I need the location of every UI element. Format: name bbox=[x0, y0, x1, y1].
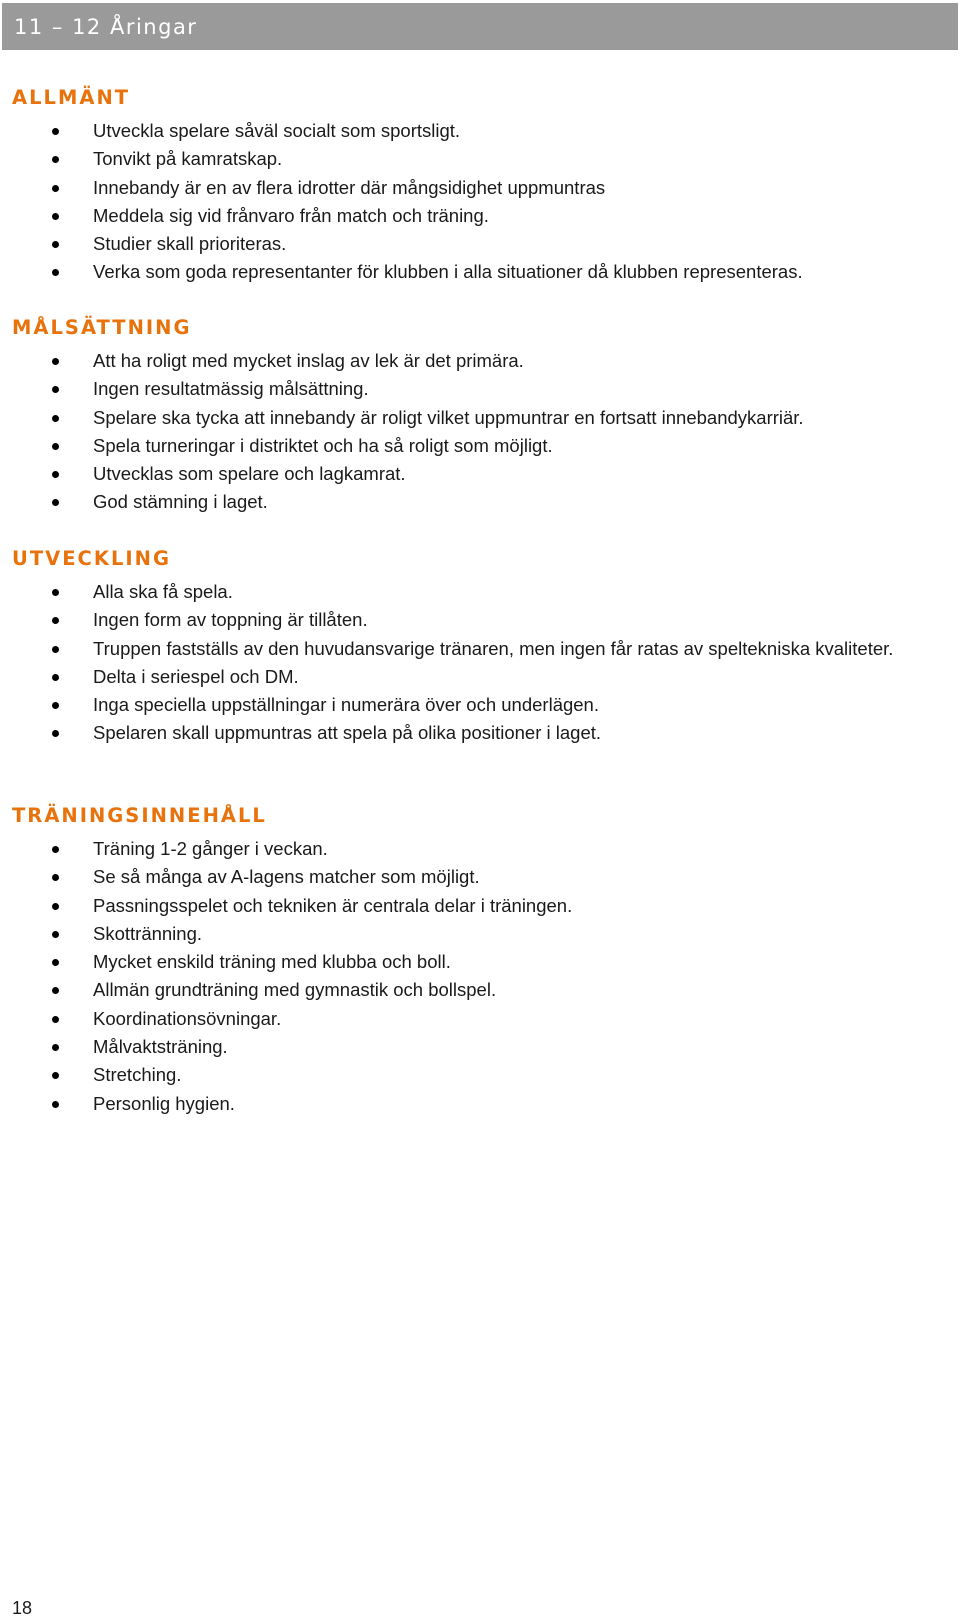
list-item-text: Utvecklas som spelare och lagkamrat. bbox=[93, 463, 406, 485]
bullet-icon bbox=[52, 931, 59, 938]
bullet-icon bbox=[52, 589, 59, 596]
bullet-icon bbox=[52, 617, 59, 624]
list-item bbox=[0, 117, 960, 145]
list-item-text: Utveckla spelare såväl socialt som sportsligt. bbox=[93, 120, 461, 141]
section-heading: TRÄNINGSINNEHÅLL bbox=[12, 804, 267, 827]
bullet-icon bbox=[52, 213, 59, 220]
list-item-text: Studier skall prioriteras. bbox=[93, 233, 287, 255]
list-item bbox=[0, 635, 960, 663]
list-item-text: Spela turneringar i distriktet och ha så roligt som möjligt. bbox=[93, 434, 553, 456]
list-item-text: Innebandy är en av flera idrotter där mångsidighet uppmuntras bbox=[93, 176, 606, 198]
list-item bbox=[0, 578, 960, 606]
bullet-icon bbox=[52, 1072, 59, 1079]
list-item bbox=[0, 663, 960, 691]
list-item bbox=[0, 174, 960, 202]
section-heading: MÅLSÄTTNING bbox=[12, 316, 192, 339]
section-målsättning bbox=[0, 313, 960, 517]
list-item-text: Mycket enskild träning med klubba och boll. bbox=[93, 951, 451, 973]
bullet-icon bbox=[52, 874, 59, 881]
bullet-icon bbox=[52, 415, 59, 422]
list-item-text: Personlig hygien. bbox=[93, 1092, 235, 1114]
list-item-text: Inga speciella uppställningar i numerära över och underlägen. bbox=[93, 694, 599, 716]
list-item bbox=[0, 948, 960, 976]
list-item bbox=[0, 347, 960, 375]
list-item-text: Delta i seriespel och DM. bbox=[93, 665, 299, 687]
list-item-text: Ingen form av toppning är tillåten. bbox=[93, 609, 368, 631]
section-heading: UTVECKLING bbox=[12, 547, 171, 570]
list-item bbox=[0, 976, 960, 1004]
page-number: 18 bbox=[12, 1598, 33, 1618]
list-item bbox=[0, 863, 960, 891]
list-item bbox=[0, 258, 960, 286]
bullet-icon bbox=[52, 646, 59, 653]
bullet-icon bbox=[52, 128, 59, 135]
list-item bbox=[0, 719, 960, 747]
list-item bbox=[0, 488, 960, 516]
list-item-text: Ingen resultatmässig målsättning. bbox=[93, 378, 369, 400]
list-item-text: Skottränning. bbox=[93, 922, 203, 944]
list-item bbox=[0, 202, 960, 230]
bullet-icon bbox=[52, 499, 59, 506]
bullet-list bbox=[0, 117, 960, 287]
list-item-text: Alla ska få spela. bbox=[93, 581, 233, 602]
list-item bbox=[0, 835, 960, 863]
list-item bbox=[0, 375, 960, 403]
bullet-icon bbox=[52, 730, 59, 737]
list-item-text: Spelaren skall uppmuntras att spela på olika positioner i laget. bbox=[93, 722, 602, 744]
list-item-text: God stämning i laget. bbox=[93, 491, 268, 513]
list-item bbox=[0, 892, 960, 920]
list-item bbox=[0, 230, 960, 258]
bullet-icon bbox=[52, 241, 59, 248]
bullet-icon bbox=[52, 1101, 59, 1108]
bullet-list bbox=[0, 578, 960, 748]
bullet-icon bbox=[52, 358, 59, 365]
section-träningsinnehåll bbox=[0, 801, 960, 1118]
list-item bbox=[0, 920, 960, 948]
list-item-text: Meddela sig vid frånvaro från match och träning. bbox=[93, 204, 489, 226]
bullet-icon bbox=[52, 959, 59, 966]
list-item-text: Verka som goda representanter för klubben i alla situationer då klubben representeras. bbox=[93, 261, 803, 283]
bullet-icon bbox=[52, 156, 59, 163]
bullet-icon bbox=[52, 846, 59, 853]
bullet-icon bbox=[52, 269, 59, 276]
list-item-text: Passningsspelet och tekniken är centrala delar i träningen. bbox=[93, 894, 573, 916]
list-item bbox=[0, 606, 960, 634]
bullet-icon bbox=[52, 1044, 59, 1051]
page-title-bar bbox=[2, 3, 958, 50]
list-item-text: Träning 1-2 gånger i veckan. bbox=[93, 838, 328, 859]
list-item bbox=[0, 404, 960, 432]
list-item-text: Se så många av A-lagens matcher som möjligt. bbox=[93, 866, 480, 888]
bullet-icon bbox=[52, 702, 59, 709]
list-item bbox=[0, 145, 960, 173]
list-item-text: Koordinationsövningar. bbox=[93, 1007, 282, 1029]
bullet-icon bbox=[52, 1016, 59, 1023]
section-utveckling bbox=[0, 544, 960, 748]
list-item-text: Truppen fastställs av den huvudansvarige tränaren, men ingen får ratas av speltekniska kvaliteter. bbox=[93, 637, 894, 659]
list-item bbox=[0, 1005, 960, 1033]
list-item bbox=[0, 460, 960, 488]
list-item-text: Tonvikt på kamratskap. bbox=[93, 148, 283, 170]
list-item-text: Spelare ska tycka att innebandy är roligt vilket uppmuntrar en fortsatt innebandykarriär. bbox=[93, 406, 804, 428]
list-item-text: Målvaktsträning. bbox=[93, 1036, 228, 1058]
bullet-icon bbox=[52, 987, 59, 994]
bullet-list bbox=[0, 347, 960, 517]
bullet-icon bbox=[52, 443, 59, 450]
bullet-icon bbox=[52, 903, 59, 910]
list-item-text: Att ha roligt med mycket inslag av lek är det primära. bbox=[93, 350, 524, 371]
bullet-icon bbox=[52, 471, 59, 478]
section-heading: ALLMÄNT bbox=[12, 86, 131, 109]
list-item bbox=[0, 1090, 960, 1118]
bullet-list bbox=[0, 835, 960, 1118]
page-title: 11 – 12 Åringar bbox=[14, 14, 198, 39]
list-item-text: Allmän grundträning med gymnastik och bollspel. bbox=[93, 979, 497, 1001]
bullet-icon bbox=[52, 674, 59, 681]
bullet-icon bbox=[52, 185, 59, 192]
section-allmänt bbox=[0, 83, 960, 287]
list-item bbox=[0, 691, 960, 719]
bullet-icon bbox=[52, 386, 59, 393]
list-item-text: Stretching. bbox=[93, 1064, 182, 1086]
list-item bbox=[0, 1033, 960, 1061]
list-item bbox=[0, 432, 960, 460]
list-item bbox=[0, 1061, 960, 1089]
